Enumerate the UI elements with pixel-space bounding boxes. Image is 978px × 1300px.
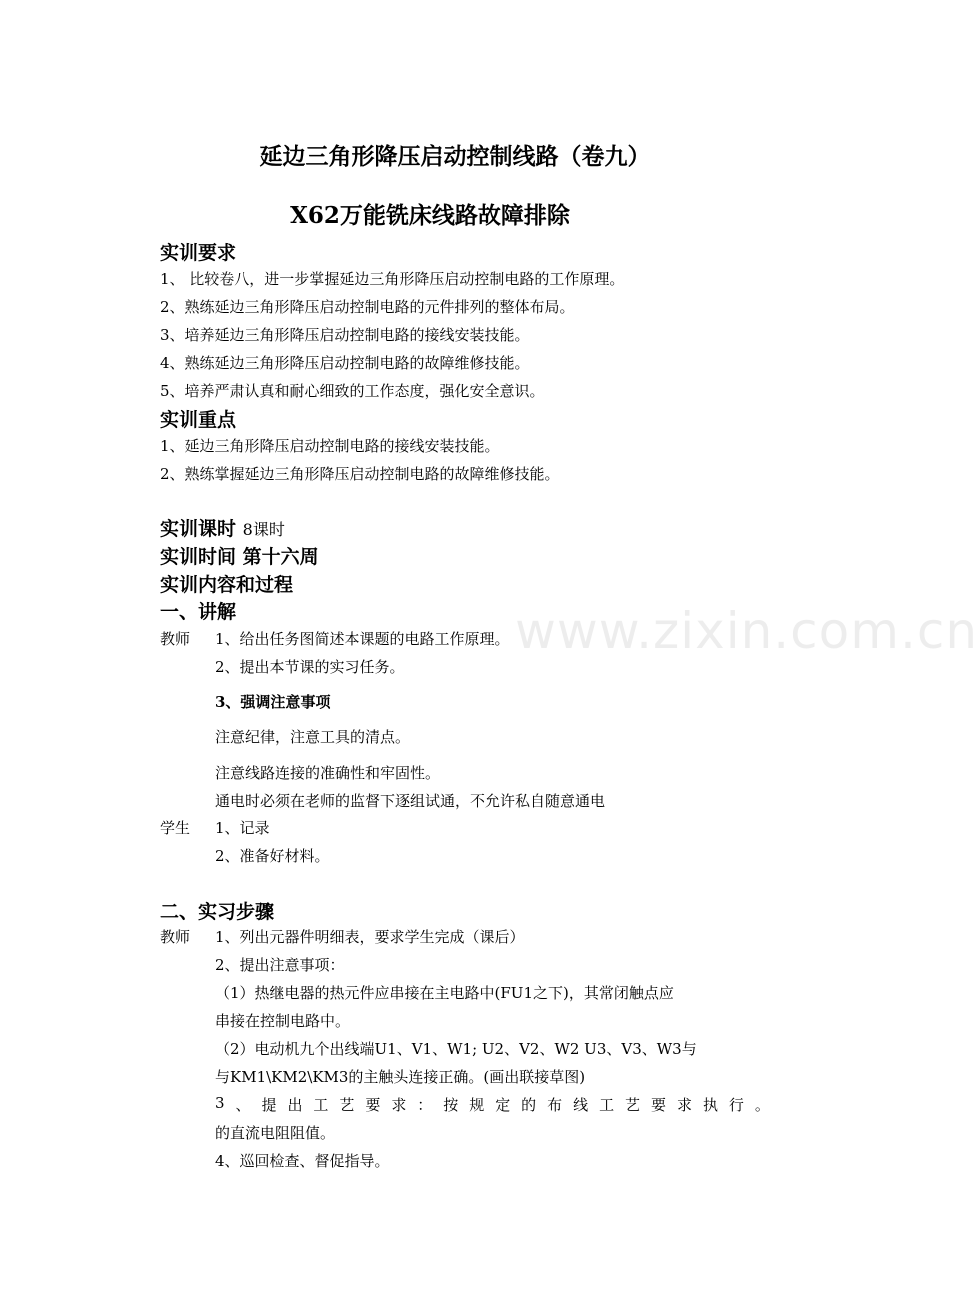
step-item-spread bbox=[215, 1094, 770, 1115]
step-item: 串接在控制电路中。 bbox=[215, 1012, 351, 1030]
hours-line bbox=[160, 514, 285, 541]
requirement-item: 2、熟练延边三角形降压启动控制电路的元件排列的整体布局。 bbox=[160, 298, 575, 316]
requirement-item: 5、培养严肃认真和耐心细致的工作态度，强化安全意识。 bbox=[160, 382, 545, 400]
student-label: 学生 bbox=[160, 819, 191, 837]
step-item: （2）电动机九个出线端U1、V1、W1; U2、V2、W2 U3、V3、W3与 bbox=[215, 1040, 697, 1058]
hours-label: 实训课时 bbox=[160, 518, 237, 540]
step-item: 2、提出注意事项： bbox=[215, 956, 345, 974]
requirement-item: 3、培养延边三角形降压启动控制电路的接线安装技能。 bbox=[160, 326, 530, 344]
spread-char: 求 bbox=[676, 1096, 692, 1114]
spread-char: 。 bbox=[754, 1096, 770, 1114]
note-line: 注意线路连接的准确性和牢固性。 bbox=[215, 764, 441, 782]
focus-item: 2、熟练掌握延边三角形降压启动控制电路的故障维修技能。 bbox=[160, 465, 560, 483]
focus-item: 1、延边三角形降压启动控制电路的接线安装技能。 bbox=[160, 437, 500, 455]
spread-char: 求 bbox=[391, 1096, 407, 1114]
student-item: 1、记录 bbox=[215, 819, 270, 837]
spread-char: 出 bbox=[287, 1096, 303, 1114]
step-item: 1、列出元器件明细表，要求学生完成（课后） bbox=[215, 928, 525, 946]
section1-heading: 一、讲解 bbox=[160, 601, 237, 623]
spread-char: 的 bbox=[521, 1096, 537, 1114]
note-line: 注意纪律，注意工具的清点。 bbox=[215, 728, 411, 746]
spread-char: 行 bbox=[728, 1096, 744, 1114]
student-item: 2、准备好材料。 bbox=[215, 847, 330, 865]
spread-char: 线 bbox=[573, 1096, 589, 1114]
requirement-item: 1、 比较卷八，进一步掌握延边三角形降压启动控制电路的工作原理。 bbox=[160, 270, 625, 288]
step-item: 与KM1\KM2\KM3的主触头连接正确。(画出联接草图) bbox=[215, 1068, 586, 1086]
watermark: www.zixin.com.cn bbox=[515, 602, 978, 660]
step-item: （1）热继电器的热元件应串接在主电路中(FU1之下)，其常闭触点应 bbox=[215, 984, 674, 1002]
focus-heading: 实训重点 bbox=[160, 409, 237, 431]
spread-char: 工 bbox=[599, 1096, 615, 1114]
time-line bbox=[160, 542, 319, 569]
spread-char: 艺 bbox=[339, 1096, 355, 1114]
spread-char: 要 bbox=[365, 1096, 381, 1114]
requirement-item: 4、熟练延边三角形降压启动控制电路的故障维修技能。 bbox=[160, 354, 530, 372]
teacher-label: 教师 bbox=[160, 630, 191, 648]
spread-char: 工 bbox=[313, 1096, 329, 1114]
spread-char: 艺 bbox=[625, 1096, 641, 1114]
spread-char: 规 bbox=[469, 1096, 485, 1114]
spread-char: 按 bbox=[443, 1096, 459, 1114]
spread-char: 、 bbox=[235, 1096, 251, 1114]
note-line: 通电时必须在老师的监督下逐组试通，不允许私自随意通电 bbox=[215, 792, 606, 810]
requirements-heading: 实训要求 bbox=[160, 242, 237, 264]
content-heading: 实训内容和过程 bbox=[160, 574, 294, 596]
time-value: 第十六周 bbox=[242, 546, 319, 568]
spread-char: 布 bbox=[547, 1096, 563, 1114]
section2-heading: 二、实习步骤 bbox=[160, 901, 275, 923]
document-title: 延边三角形降压启动控制线路（卷九） bbox=[259, 143, 651, 170]
document-subtitle: X62万能铣床线路故障排除 bbox=[290, 202, 570, 229]
step-item: 4、巡回检查、督促指导。 bbox=[215, 1152, 390, 1170]
teacher-item: 2、提出本节课的实习任务。 bbox=[215, 658, 405, 676]
spread-char: 执 bbox=[702, 1096, 718, 1114]
hours-value: 8课时 bbox=[242, 520, 285, 539]
spread-char: 提 bbox=[261, 1096, 277, 1114]
time-label: 实训时间 bbox=[160, 546, 237, 568]
emphasis-item: 3、强调注意事项 bbox=[215, 693, 331, 711]
teacher-item: 1、给出任务图简述本课题的电路工作原理。 bbox=[215, 630, 510, 648]
spread-char: ： bbox=[417, 1096, 433, 1114]
spread-char: 定 bbox=[495, 1096, 511, 1114]
spread-char: 要 bbox=[651, 1096, 667, 1114]
teacher-label: 教师 bbox=[160, 928, 191, 946]
step-item: 的直流电阻阻值。 bbox=[215, 1124, 336, 1142]
spread-char: 3 bbox=[215, 1094, 225, 1112]
